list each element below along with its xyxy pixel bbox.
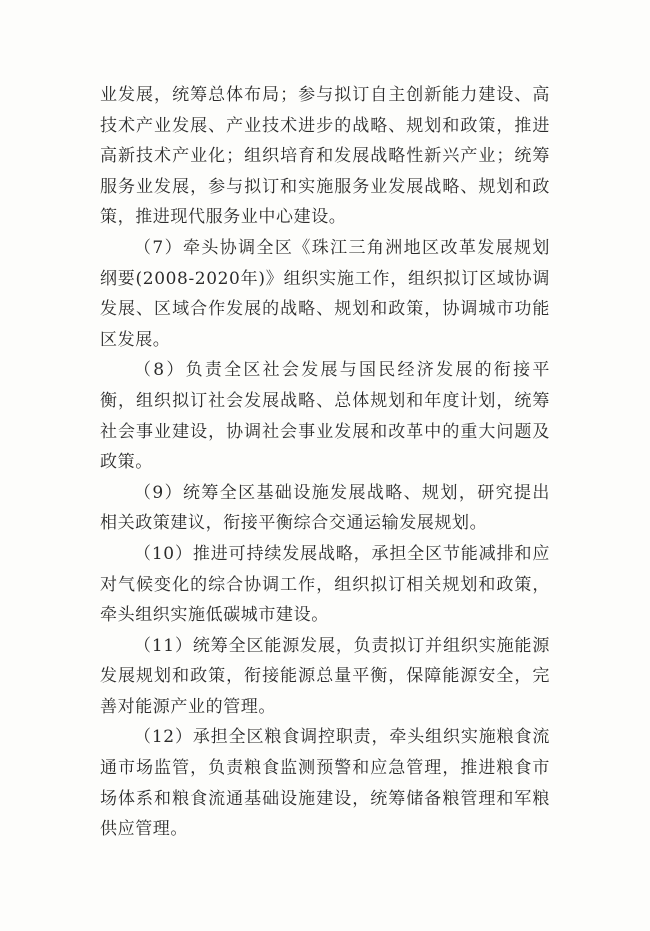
paragraph-item-9: （9）统筹全区基础设施发展战略、规划，研究提出相关政策建议，衔接平衡综合交通运输发展规划。 xyxy=(100,482,550,534)
paragraph-continuation: 业发展，统筹总体布局；参与拟订自主创新能力建设、高技术产业发展、产业技术进步的战略、规划和政策，推进高新技术产业化；组织培育和发展战略性新兴产业；统筹服务业发展，参与拟订和实施服务业发展战略、规划和政策，推进现代服务业中心建设。 xyxy=(100,85,550,228)
paragraph-item-10: （10）推进可持续发展战略，承担全区节能减排和应对气候变化的综合协调工作，组织拟订相关规划和政策，牵头组织实施低碳城市建设。 xyxy=(100,543,550,626)
document-body xyxy=(100,80,550,845)
paragraph-item-8: （8）负责全区社会发展与国民经济发展的衔接平衡，组织拟订社会发展战略、总体规划和年度计划，统筹社会事业建设，协调社会事业发展和改革中的重大问题及政策。 xyxy=(100,360,550,473)
paragraph-item-11: （11）统筹全区能源发展，负责拟订并组织实施能源发展规划和政策，衔接能源总量平衡，保障能源安全，完善对能源产业的管理。 xyxy=(100,635,550,717)
paragraph-item-7: （7）牵头协调全区《珠江三角洲地区改革发展规划纲要(2008-2020年)》组织实施工作，组织拟订区域协调发展、区域合作发展的战略、规划和政策，协调城市功能区发展。 xyxy=(100,237,550,350)
paragraph-item-12: （12）承担全区粮食调控职责，牵头组织实施粮食流通市场监管，负责粮食监测预警和应急管理，推进粮食市场体系和粮食流通基础设施建设，统筹储备粮管理和军粮供应管理。 xyxy=(100,727,550,840)
